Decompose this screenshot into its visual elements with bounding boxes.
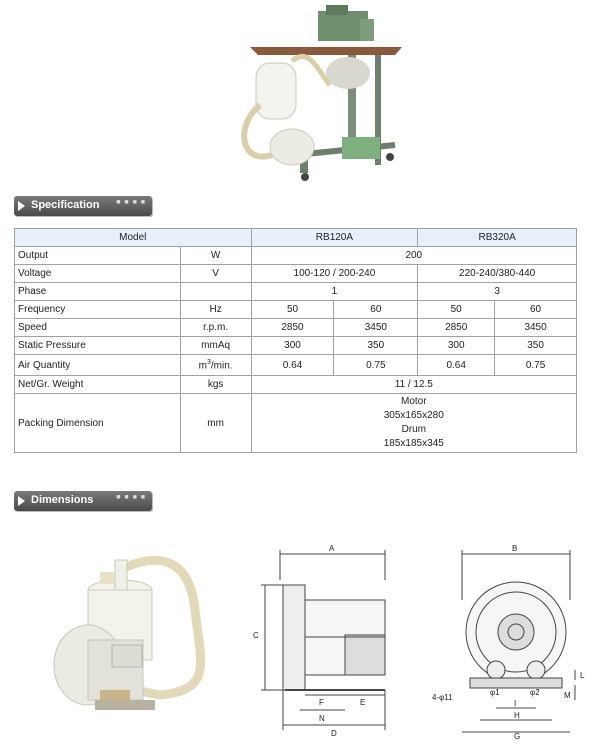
unit-part: m [198,360,207,372]
table-cell: 50 [251,301,334,319]
dim-phi2: φ2 [530,688,540,697]
table-cell: 0.64 [251,355,334,376]
frequency-unit: Hz [180,301,251,319]
packing-line: Drum [401,424,427,435]
table-cell: 3450 [495,319,577,337]
dim-n: N [319,714,325,723]
table-row-output [15,247,577,265]
unit-superscript: 3 [207,358,211,366]
phase-rb320a: 3 [418,283,577,301]
side-view-drawing [245,540,425,740]
air-quantity-label: Air Quantity [15,355,181,376]
voltage-label: Voltage [15,265,181,283]
banner-dots: ■ ■ ■ ■ [116,199,146,206]
dim-b: B [512,544,518,553]
unit-part: /min. [210,360,233,372]
output-unit: W [180,247,251,265]
front-view-drawing [430,540,595,740]
voltage-rb120a: 100-120 / 200-240 [251,265,418,283]
static-pressure-label: Static Pressure [15,337,181,355]
table-cell: 0.75 [334,355,418,376]
dim-g: G [514,732,521,740]
banner-dots: ■ ■ ■ ■ [116,494,146,501]
table-cell: 60 [334,301,418,319]
header-rb120a: RB120A [251,229,418,247]
blower-photo [50,550,240,730]
specification-banner [14,196,152,216]
packing-unit: mm [180,394,251,453]
weight-unit: kgs [180,376,251,394]
dimensions-title: Dimensions [31,494,94,506]
dim-m: M [564,691,571,700]
dim-d: D [331,729,337,738]
header-rb320a: RB320A [418,229,577,247]
packing-label: Packing Dimension [15,394,181,453]
specification-title: Specification [31,199,100,211]
dimensions-banner [14,491,152,511]
dim-i: I [514,699,517,708]
table-row-air-quantity [15,355,577,376]
packing-line: 305x165x280 [383,410,444,421]
voltage-unit: V [180,265,251,283]
packing-line: Motor [401,396,427,407]
phase-label: Phase [15,283,181,301]
output-label: Output [15,247,181,265]
dim-a: A [329,544,335,553]
table-cell: 0.64 [418,355,495,376]
dim-holes: 4-φ11 [432,693,453,702]
table-header-row [15,229,577,247]
arrow-right-icon [18,496,25,506]
dim-c: C [253,631,259,640]
arrow-right-icon [18,201,25,211]
dim-phi1: φ1 [490,688,500,697]
table-cell: 3450 [334,319,418,337]
table-row-speed [15,319,577,337]
weight-label: Net/Gr. Weight [15,376,181,394]
sewing-table-photo [230,5,410,185]
header-model: Model [15,229,252,247]
phase-rb120a: 1 [251,283,418,301]
dim-h: H [514,711,520,720]
speed-label: Speed [15,319,181,337]
frequency-label: Frequency [15,301,181,319]
output-value: 200 [251,247,576,265]
table-cell: 2850 [251,319,334,337]
speed-unit: r.p.m. [180,319,251,337]
packing-value [251,394,576,453]
table-cell: 300 [418,337,495,355]
table-row-packing [15,394,577,453]
table-row-frequency [15,301,577,319]
table-cell: 2850 [418,319,495,337]
table-cell: 60 [495,301,577,319]
table-row-voltage [15,265,577,283]
dim-e: E [360,698,366,707]
packing-line: 185x185x345 [383,438,444,449]
table-cell: 50 [418,301,495,319]
table-cell: 300 [251,337,334,355]
table-row-static-pressure [15,337,577,355]
static-pressure-unit: mmAq [180,337,251,355]
air-quantity-unit [180,355,251,376]
dim-l: L [580,671,585,680]
specification-table [14,228,577,453]
voltage-rb320a: 220-240/380-440 [418,265,577,283]
table-row-phase [15,283,577,301]
table-cell: 350 [495,337,577,355]
dim-f: F [319,698,324,707]
phase-unit [180,283,251,301]
weight-value: 11 / 12.5 [251,376,576,394]
table-cell: 350 [334,337,418,355]
table-row-weight [15,376,577,394]
table-cell: 0.75 [495,355,577,376]
